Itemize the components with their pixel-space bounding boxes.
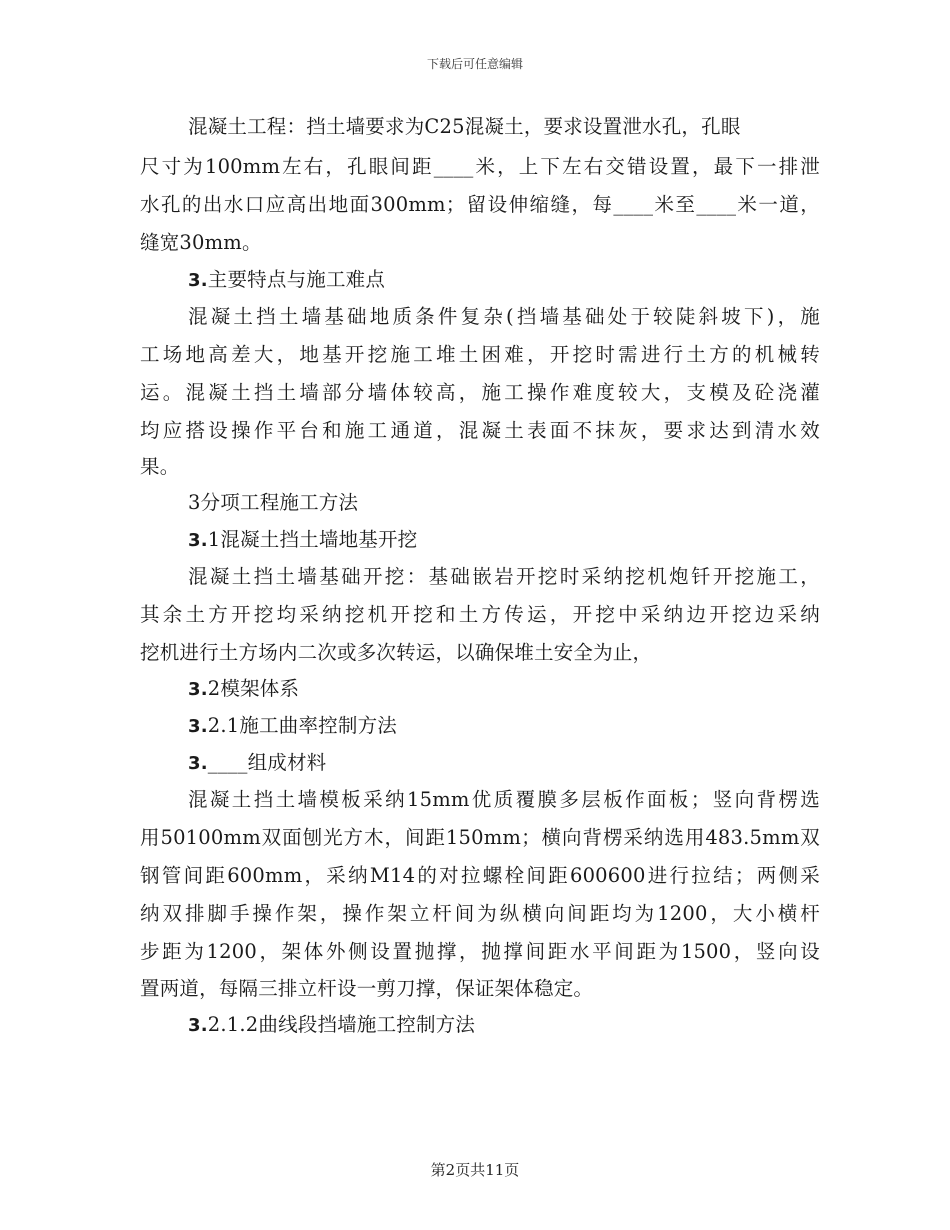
paragraph-line: 用50100mm双面刨光方木，间距150mm；横向背楞采纳选用483.5mm双 — [140, 826, 820, 849]
section-number: 3. — [188, 530, 208, 551]
section-number: 3. — [188, 753, 208, 774]
section-number: 3. — [188, 270, 208, 291]
section-title: 主要特点与施工难点 — [207, 268, 386, 291]
section-title: 2.1施工曲率控制方法 — [207, 714, 397, 737]
paragraph-line: 置两道，每隔三排立杆设一剪刀撑，保证架体稳定。 — [140, 977, 594, 1000]
paragraph-line: 纳双排脚手操作架，操作架立杆间为纵横向间距均为1200，大小横杆 — [140, 902, 820, 925]
section-number: 3. — [188, 679, 208, 700]
paragraph-line: 均应搭设操作平台和施工通道，混凝土表面不抹灰，要求达到清水效 — [140, 419, 820, 442]
paragraph-line: 混凝土挡土墙模板采纳15mm优质覆膜多层板作面板；竖向背楞选 — [188, 788, 820, 811]
paragraph-line: 运。混凝土挡土墙部分墙体较高，施工操作难度较大，支模及砼浇灌 — [140, 381, 820, 404]
section-number: 3. — [188, 716, 208, 737]
section-title: ____组成材料 — [207, 751, 327, 774]
paragraph-line: 其余土方开挖均采纳挖机开挖和土方传运，开挖中采纳边开挖边采纳 — [140, 603, 820, 626]
paragraph-line: 混凝土挡土墙基础地质条件复杂(挡墙基础处于较陡斜坡下)，施 — [188, 305, 820, 328]
paragraph-line: 混凝土挡土墙基础开挖：基础嵌岩开挖时采纳挖机炮钎开挖施工， — [188, 565, 820, 588]
section-heading — [188, 1013, 820, 1037]
paragraph-line: 尺寸为100mm左右，孔眼间距____米，上下左右交错设置，最下一排泄 — [140, 155, 820, 178]
section-title: 1混凝土挡土墙地基开挖 — [207, 528, 418, 551]
paragraph-line: 缝宽30mm。 — [140, 231, 262, 254]
paragraph-line: 混凝土工程：挡土墙要求为C25混凝土，要求设置泄水孔，孔眼 — [188, 115, 741, 138]
section-heading: 3分项工程施工方法 — [188, 491, 359, 514]
section-heading — [188, 268, 820, 292]
section-number: 3. — [188, 1015, 208, 1036]
page-number-footer: 第2页共11页 — [430, 1161, 520, 1179]
section-heading — [188, 528, 820, 552]
paragraph-line: 水孔的出水口应高出地面300mm；留设伸缩缝，每____米至____米一道， — [140, 193, 820, 216]
page-header-note: 下载后可任意编辑 — [426, 57, 523, 71]
section-title: 2.1.2曲线段挡墙施工控制方法 — [207, 1013, 476, 1036]
paragraph-line: 挖机进行土方场内二次或多次转运，以确保堆土安全为止， — [140, 641, 653, 664]
paragraph-line: 步距为1200，架体外侧设置抛撑，抛撑间距水平间距为1500，竖向设 — [140, 940, 820, 963]
paragraph-line: 钢管间距600mm，采纳M14的对拉螺栓间距600600进行拉结；两侧采 — [140, 864, 820, 887]
paragraph-line: 果。 — [140, 455, 180, 478]
paragraph-line: 工场地高差大，地基开挖施工堆土困难，开挖时需进行土方的机械转 — [140, 343, 820, 366]
section-title: 2模架体系 — [207, 677, 300, 700]
section-heading — [188, 751, 820, 775]
section-heading — [188, 714, 820, 738]
section-heading — [188, 677, 820, 701]
